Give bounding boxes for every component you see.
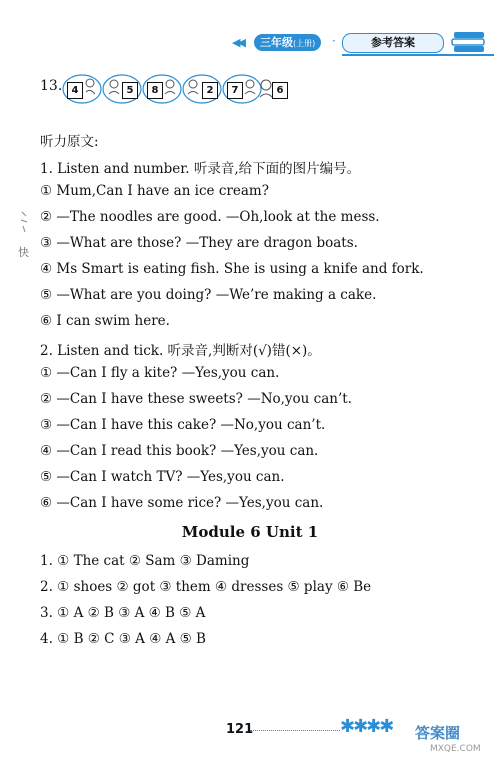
rewind-arrows-icon: ◀◀ [232,36,243,49]
script-line: ⑤ —Can I watch TV? —Yes,you can. [40,469,285,485]
picture-frame [62,72,102,106]
books-icon [450,28,490,56]
picture-frame [102,72,142,106]
watermark-logo: 答案圈 [415,724,461,742]
answer-box: 5 [122,82,138,99]
script-line: ② —Can I have these sweets? —No,you can’t. [40,391,352,407]
picture-frame [252,72,292,106]
script-line: ④ —Can I read this book? —Yes,you can. [40,443,319,459]
scribble-icon [18,210,32,244]
script-line: ① Mum,Can I have an ice cream? [40,183,269,199]
dotted-leader [250,730,340,731]
page-number: 121 [226,722,254,737]
script-line: ③ —Can I have this cake? —No,you can’t. [40,417,326,433]
listening-script-title: 听力原文: [40,134,99,150]
separator-dot: · [332,34,336,48]
answer-box: 6 [272,82,288,99]
answer-line: 2. ① shoes ② got ③ them ④ dresses ⑤ play ⑥ Be [40,579,372,595]
script-line: ② —The noodles are good. —Oh,look at the mess. [40,209,380,225]
page-footer [0,716,500,760]
answer-box: 8 [147,82,163,99]
stars-decoration-icon: ✱✱✱✱ [340,716,393,737]
script-line: ⑥ I can swim here. [40,313,170,329]
script-line: ④ Ms Smart is eating fish. She is using a knife and fork. [40,261,424,277]
side-character: 快 [18,246,29,259]
page-header [232,32,494,54]
part2-heading: 2. Listen and tick. 听录音,判断对(√)错(×)。 [40,343,321,359]
script-line: ③ —What are those? —They are dragon boats. [40,235,358,251]
answer-box: 2 [202,82,218,99]
grade-badge: 三年级(上册) [254,34,321,51]
section-label: 参考答案 [342,33,444,53]
answer-line: 1. ① The cat ② Sam ③ Daming [40,553,250,569]
side-mark [18,210,32,270]
picture-frame [182,72,222,106]
answer-box: 4 [67,82,83,99]
question-number: 13. [40,78,63,94]
answer-line: 4. ① B ② C ③ A ④ A ⑤ B [40,631,206,647]
header-rule [342,54,494,56]
script-line: ⑥ —Can I have some rice? —Yes,you can. [40,495,324,511]
picture-frame [142,72,182,106]
script-line: ⑤ —What are you doing? —We’re making a cake. [40,287,377,303]
module-title: Module 6 Unit 1 [181,523,319,541]
script-line: ① —Can I fly a kite? —Yes,you can. [40,365,280,381]
watermark-url: MXQE.COM [430,744,481,754]
answer-box: 7 [227,82,243,99]
part1-heading: 1. Listen and number. 听录音,给下面的图片编号。 [40,161,361,177]
answer-line: 3. ① A ② B ③ A ④ B ⑤ A [40,605,206,621]
